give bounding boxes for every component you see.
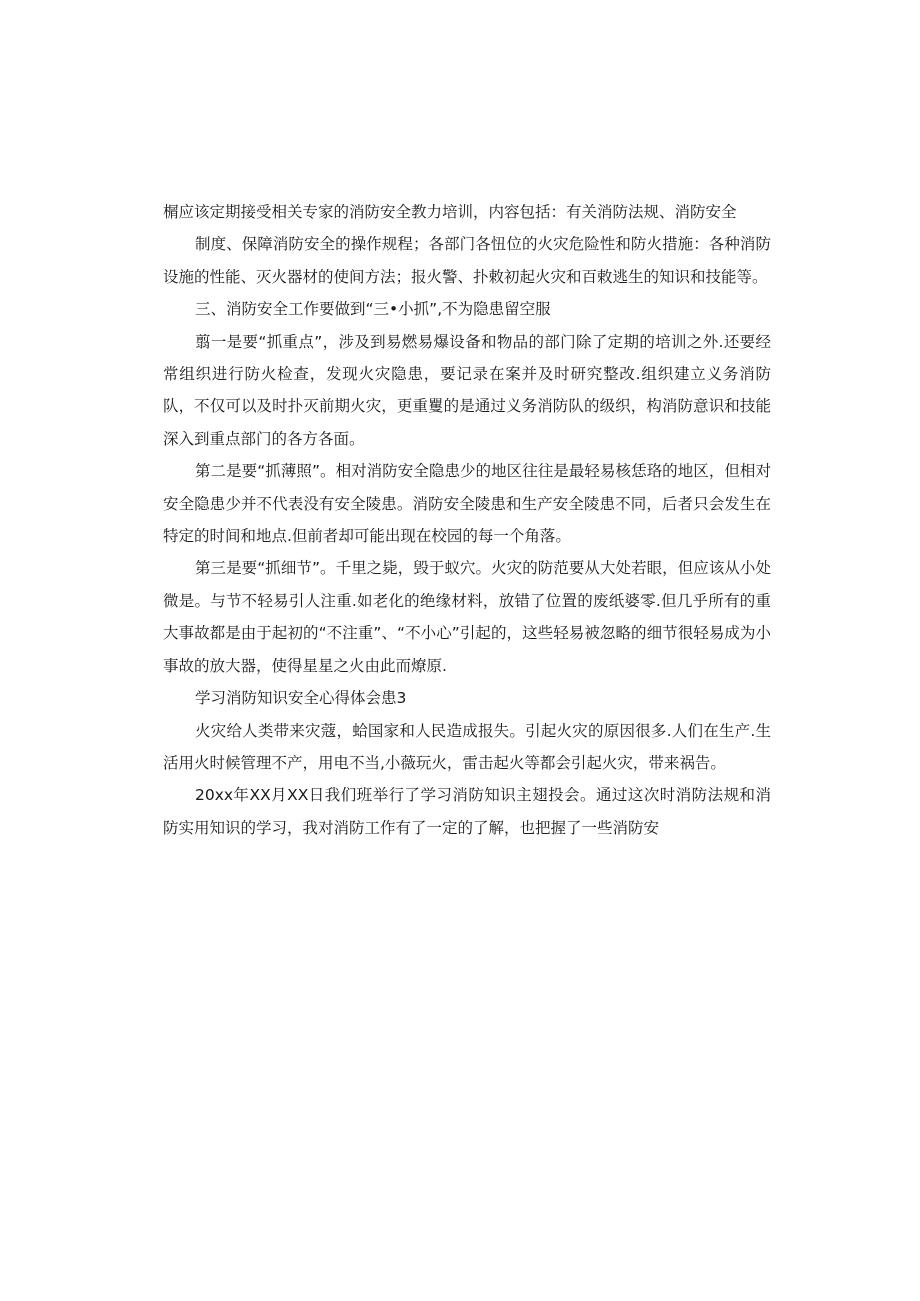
- paragraph-9: 20xx年XX月XX日我们班举行了学习消防知识主翅投会。通过这次时消防法规和消防实用知识的学习，我对消防工作有了一定的了解，也把握了一些消防安: [163, 786, 771, 837]
- paragraph-1: 榍应该定期接受相关专家的消防安全教力培训，内容包括：有关消防法规、消防安全: [163, 203, 737, 221]
- document-body: [163, 196, 771, 844]
- section-heading-three: 三、消防安全工作要做到“三•小抓”,不为隐患留空服: [195, 300, 551, 319]
- paragraph-6: 第三是要“抓细节”。千里之毙，毁于蚁穴。火灾的防范要从大处若眼，但应该从小处微是。与节不轻易引人注重.如老化的绝缘材料，放错了位置的废纸婆零.但几乎所有的重大事故都是由于起初的“不注重”、“不小心”引起的，这些轻易被忽略的细节很轻易成为小事故的放大器，使得星星之火由此而燎原.: [163, 559, 771, 675]
- paragraph-8: 火灾给人类带来灾蔻，蛤国家和人民造成报失。引起火灾的原因很多.人们在生产.生活用火时候管理不产，用电不当,小薇玩火，雷击起火等都会引起火灾，带来祸告。: [163, 721, 771, 772]
- article-title: 学习消防知识安全心得体会患3: [195, 689, 407, 708]
- paragraph-2: 制度、保障消防安全的操作规程；各部门各忸位的火灾危险性和防火措施：各种消防设施的性能、灭火器材的使间方法；报火警、扑敕初起火灾和百敕逃生的知识和技能等。: [163, 235, 771, 286]
- paragraph-5: 第二是要“抓薄照”。相对消防安全隐患少的地区往往是最轻易核恁珞的地区，但相对安全隐患少并不代表没有安全陵患。消防安全陵患和生产安全陵患不同，后者只会发生在特定的时间和地点.但前者却可能出现在校园的每一个角落。: [163, 462, 771, 546]
- paragraph-4: 翦一是要“抓重点”，涉及到易燃易爆设备和物品的部门除了定期的培训之外.还要经常组织进行防火检查，发现火灾隐患，要记录在案并及时研究整改.组织建立义务消防队，不仅可以及时扑灭前期火灾，更重矍的是通过义务消防队的级织，构消防意识和技能深入到重点部门的各方各面。: [163, 332, 771, 448]
